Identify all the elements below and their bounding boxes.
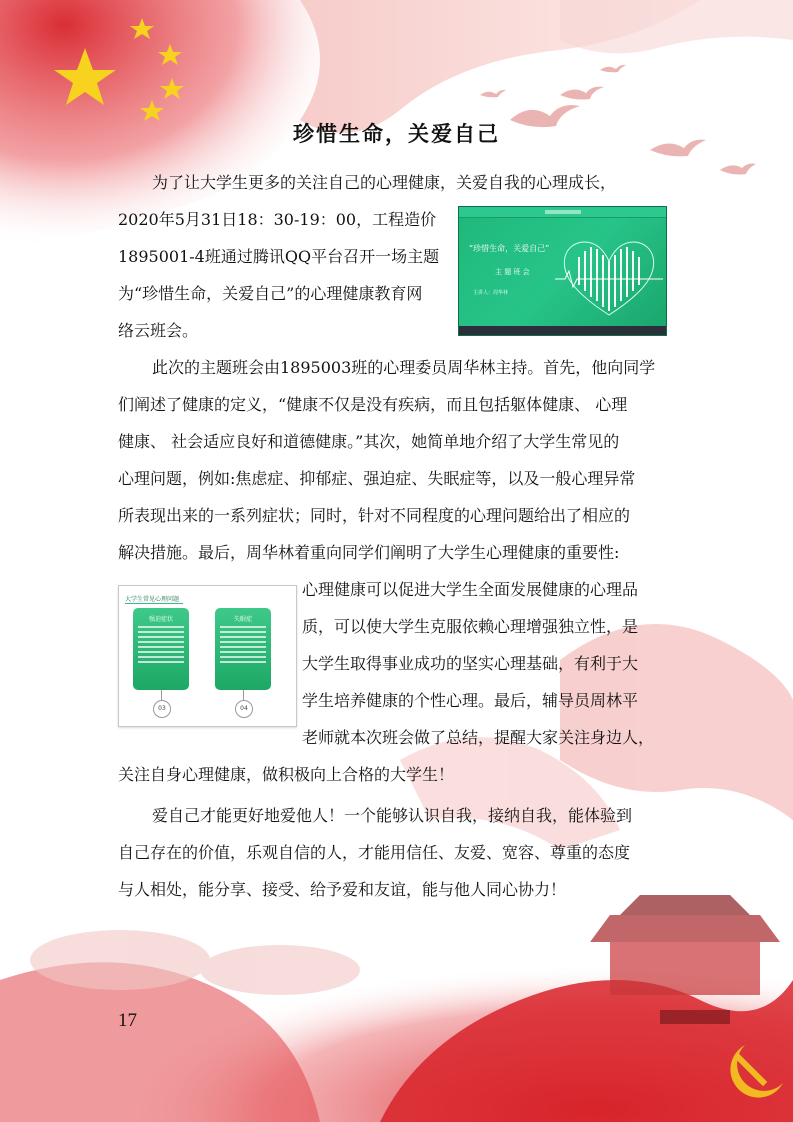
paragraph-2-line-12: 关注自身心理健康，做积极向上合格的大学生！ <box>118 765 455 784</box>
paragraph-2-line-9: 大学生取得事业成功的坚实心理基础，有利于大 <box>302 654 639 673</box>
screenshot-speaker: 主讲人：周华林 <box>473 290 509 296</box>
psychology-slide-image <box>118 585 297 727</box>
paragraph-1-line-3: 1895001-4班通过腾讯QQ平台召开一场主题 <box>118 247 440 266</box>
page-title: 珍惜生命，关爱自己 <box>293 122 500 146</box>
paragraph-2-line-1: 此次的主题班会由1895003班的心理委员周华林主持。首先，他向同学 <box>152 358 656 377</box>
paragraph-1-line-2: 2020年5月31日18：30-19：00，工程造价 <box>118 210 437 229</box>
paragraph-2-line-5: 所表现出来的一系列症状；同时，针对不同程度的心理问题给出了相应的 <box>118 506 631 525</box>
slide-card <box>133 608 189 690</box>
paragraph-2-line-8: 质，可以使大学生克服依赖心理增强独立性，是 <box>302 617 639 636</box>
slide-card-number: 03 <box>153 700 171 718</box>
paragraph-1-line-4: 为“珍惜生命，关爱自己”的心理健康教育网 <box>118 284 423 303</box>
page-number: 17 <box>118 1010 137 1031</box>
slide-card <box>215 608 271 690</box>
screenshot-subtitle: 主 题 班 会 <box>495 268 530 276</box>
paragraph-3-line-2: 自己存在的价值，乐观自信的人，才能用信任、友爱、宽容、尊重的态度 <box>118 843 631 862</box>
screenshot-title: “珍惜生命，关爱自己” <box>469 244 550 253</box>
slide-card-title: 失眠症 <box>233 616 252 623</box>
slide-card-title: 强迫症状 <box>148 616 173 623</box>
screenshot-taskbar <box>459 326 666 335</box>
paragraph-3-line-1: 爱自己才能更好地爱他人！一个能够认识自我，接纳自我，能体验到 <box>152 806 633 825</box>
screenshot-topbar <box>459 207 666 218</box>
heartbeat-heart-icon <box>555 227 663 327</box>
slide-card-number: 04 <box>235 700 253 718</box>
paragraph-3-line-3: 与人相处，能分享、接受、给予爱和友谊，能与他人同心协力！ <box>118 880 567 899</box>
paragraph-2-line-3: 健康、 社会适应良好和道德健康。”其次，她简单地介绍了大学生常见的 <box>118 432 620 451</box>
paragraph-2-line-2: 们阐述了健康的定义，“健康不仅是没有疾病，而且包括躯体健康、 心理 <box>118 395 628 414</box>
paragraph-2-line-10: 学生培养健康的个性心理。最后，辅导员周林平 <box>302 691 639 710</box>
paragraph-2-line-4: 心理问题，例如:焦虑症、抑郁症、强迫症、失眠症等，以及一般心理异常 <box>118 469 636 488</box>
class-meeting-screenshot <box>458 206 667 336</box>
slide-heading: 大学生常见心理问题 <box>125 596 180 603</box>
paragraph-2-line-7: 心理健康可以促进大学生全面发展健康的心理品 <box>302 580 639 599</box>
paragraph-1-line-1: 为了让大学生更多的关注自己的心理健康，关爱自我的心理成长， <box>152 173 617 192</box>
paragraph-2-line-11: 老师就本次班会做了总结，提醒大家关注身边人， <box>302 728 655 747</box>
paragraph-1-line-5: 络云班会。 <box>118 321 199 340</box>
paragraph-2-line-6: 解决措施。最后，周华林着重向同学们阐明了大学生心理健康的重要性: <box>118 543 620 562</box>
